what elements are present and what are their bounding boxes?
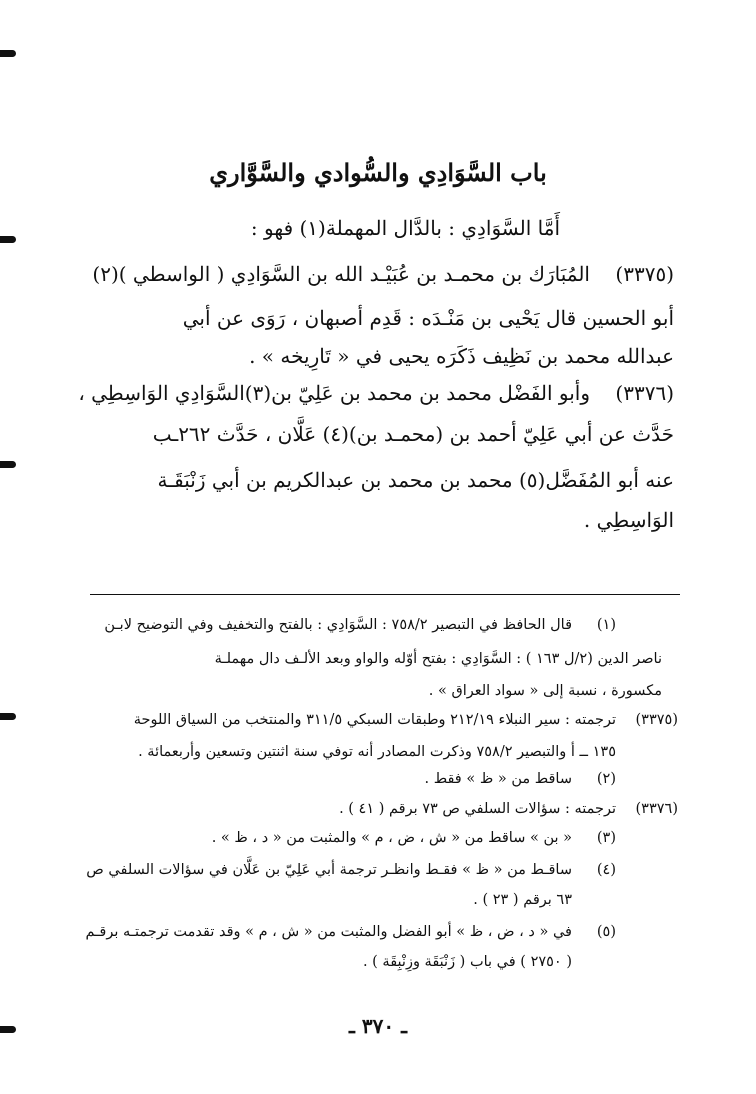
scan-edge-mark <box>0 713 16 720</box>
footnote-line: ناصر الدين (٢/ل ١٦٣ ) : السَّوَادِي : بفتح أوّله والواو وبعد الألـف دال مهملـة <box>214 651 662 667</box>
entry-line: وأبو الفَضْل محمد بن محمد بن عَلِيّ بن(٣)السَّوَادِي الوَاسِطِي ، <box>78 381 590 405</box>
footnote-line: مكسورة ، نسبة إلى « سواد العراق » . <box>428 683 662 699</box>
entry-line: عبدالله محمد بن نَظِيف ذَكَرَه يحيى في « تَارِيخه » . <box>249 344 674 368</box>
entry-line: أبو الحسين قال يَحْيى بن مَنْـدَه : قَدِم أصبهان ، رَوَى عن أبي <box>182 306 674 330</box>
footnote-marker: (٥) <box>596 924 616 940</box>
footnote-line: في « د ، ض ، ظ » أبو الفضل والمثبت من « ش ، م » وقد تقدمت ترجمتـه برقـم <box>85 924 572 940</box>
footnote-line: ٦٣ برقم ( ٢٣ ) . <box>473 892 572 908</box>
footnote-line: « بن » ساقط من « ش ، ض ، م » والمثبت من « د ، ظ » . <box>211 830 572 846</box>
entry-line: عنه أبو المُفَضَّل(٥) محمد بن محمد بن عبدالكريم بن أبي زَنْبَقَـة <box>157 468 674 492</box>
scan-edge-mark <box>0 50 16 57</box>
footnote-marker: (٣٣٧٥) <box>635 712 678 728</box>
entry-line: المُبَارَك بن محمـد بن عُبَيْـد الله بن السَّوَادِي ( الواسطي )(٢) <box>92 262 590 286</box>
entry-line: الوَاسِطِي . <box>583 508 674 532</box>
page-number: ـ ٣٧٠ ـ <box>349 1014 407 1038</box>
footnote-marker: (٣) <box>596 830 616 846</box>
footnote-line: ساقـط من « ظ » فقـط وانظـر ترجمة أبي عَلِيّ بن عَلَّان في سؤالات السلفي ص <box>86 862 572 878</box>
entry-line: حَدَّث عن أبي عَلِيّ أحمد بن (محمـد بن)(٤) عَلَّان ، حَدَّث ٢٦٢ـب <box>152 422 674 446</box>
entry-number: (٣٣٧٦) <box>615 381 674 405</box>
footnote-separator <box>90 594 680 595</box>
footnote-marker: (٤) <box>596 862 616 878</box>
footnote-marker: (٢) <box>596 771 616 787</box>
footnote-line: ١٣٥ ــ أ والتبصير ٧٥٨/٢ وذكرت المصادر أنه توفي سنة اثنتين وتسعين وأربعمائة . <box>138 744 616 760</box>
scan-edge-mark <box>0 236 16 243</box>
chapter-title: باب السَّوَادِي والسُّوادي والسَّوَّاري <box>209 158 547 187</box>
footnote-line: ساقط من « ظ » فقط . <box>424 771 572 787</box>
scan-edge-mark <box>0 461 16 468</box>
intro-line: أَمَّا السَّوَادِي : بالدَّال المهملة(١) فهو : <box>250 216 560 240</box>
footnote-line: ترجمته : سؤالات السلفي ص ٧٣ برقم ( ٤١ ) . <box>339 801 616 817</box>
footnote-marker: (١) <box>596 617 616 633</box>
footnote-line: ترجمته : سير النبلاء ٢١٢/١٩ وطبقات السبكي ٣١١/٥ والمنتخب من السياق اللوحة <box>133 712 616 728</box>
entry-number: (٣٣٧٥) <box>615 262 674 286</box>
footnote-marker: (٣٣٧٦) <box>635 801 678 817</box>
footnote-line: ( ٢٧٥٠ ) في باب ( زَنْبَقَة وزِنْبِقَة ) . <box>362 954 572 970</box>
footnote-line: قال الحافظ في التبصير ٧٥٨/٢ : السَّوَادِي : بالفتح والتخفيف وفي التوضيح لابـن <box>104 617 572 633</box>
